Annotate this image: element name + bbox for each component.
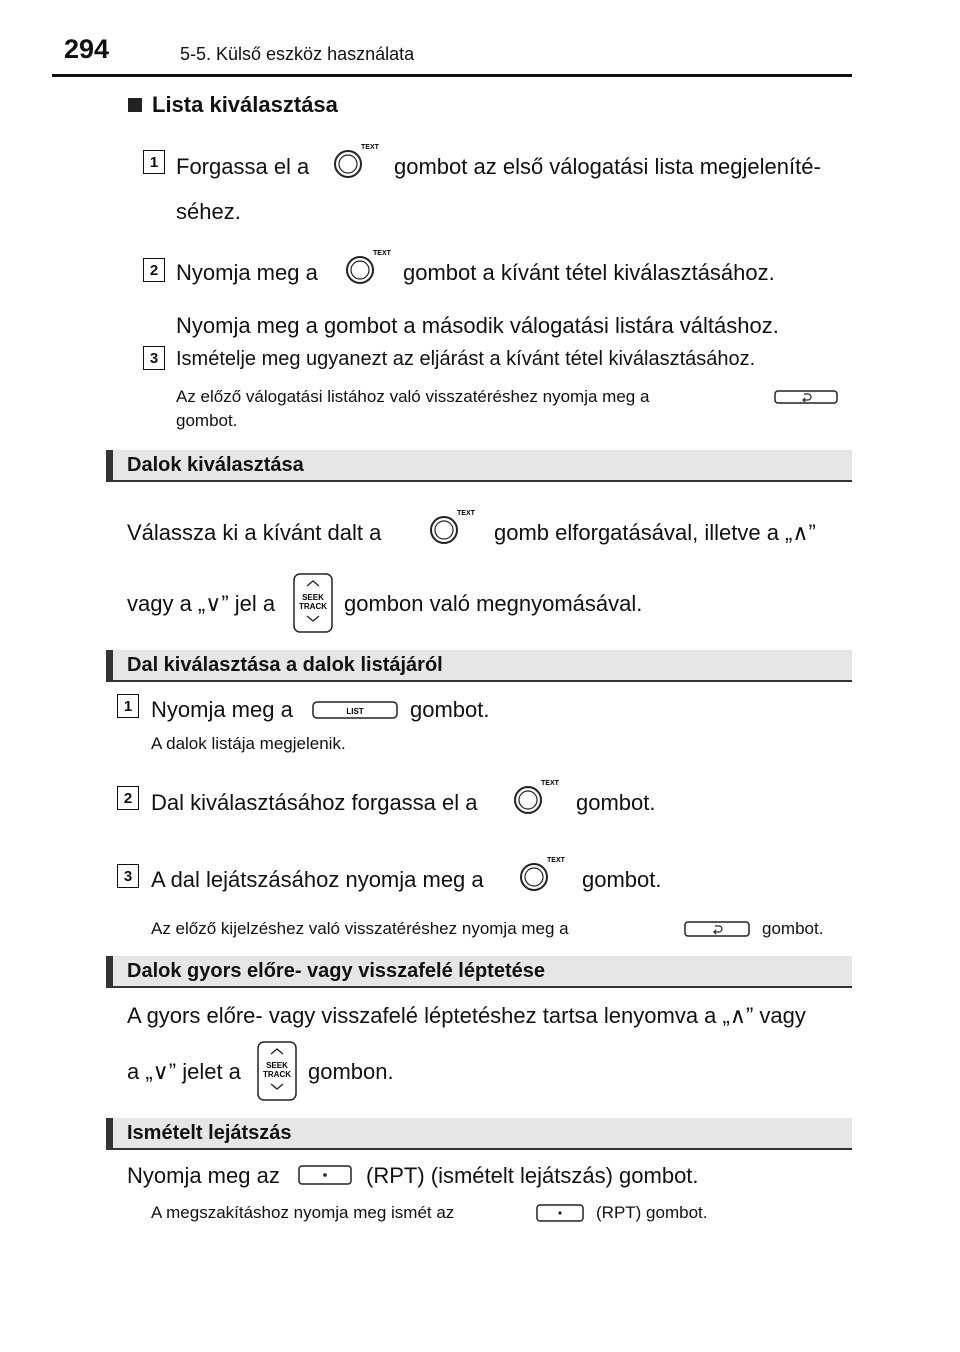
ismetelt-line1-a: Nyomja meg az (127, 1163, 280, 1188)
step-number-2: 2 (117, 786, 139, 810)
step-number-3: 3 (143, 346, 165, 370)
back-button-icon (684, 919, 750, 944)
lista-dal-step3-a: A dal lejátszásához nyomja meg a (151, 867, 484, 892)
track-label: TRACK (299, 602, 327, 611)
lista-dal-step2-a: Dal kiválasztásához forgassa el a (151, 790, 478, 815)
seek-label: SEEK (302, 593, 324, 602)
text-knob-label: TEXT (547, 857, 565, 864)
back-button-icon (774, 388, 838, 411)
gyors-line2-b: gombon. (308, 1059, 394, 1084)
lista-dal-step3-b: gombot. (582, 867, 662, 892)
lista-step1-text-b: gombot az első válogatási lista megjeleníté- (394, 154, 821, 179)
lista-heading (128, 92, 338, 118)
list-button-icon (312, 699, 398, 726)
step-number-1: 1 (143, 150, 165, 174)
section-title-dalok: Dalok kiválasztása (127, 454, 304, 476)
dalok-line2-b: gombon való megnyomásával. (344, 591, 643, 616)
section-title-lista-dal: Dal kiválasztása a dalok listájáról (127, 654, 443, 676)
step-number-3: 3 (117, 864, 139, 888)
section-title-gyors: Dalok gyors előre- vagy visszafelé léptetése (127, 960, 545, 982)
section-bar-dalok (106, 450, 852, 482)
text-knob-icon (514, 853, 565, 896)
text-knob-label: TEXT (541, 780, 559, 787)
page-number: 294 (64, 34, 110, 64)
section-title-ismetelt: Ismételt lejátszás (127, 1122, 292, 1144)
text-knob-icon (340, 246, 391, 289)
list-label: LIST (346, 707, 364, 716)
text-knob-label: TEXT (373, 250, 391, 257)
lista-dal-step1-sub: A dalok listája megjelenik. (151, 734, 346, 753)
step-number-2: 2 (143, 258, 165, 282)
lista-note-text-b: gombot. (176, 411, 238, 430)
ismetelt-line2-a: A megszakításhoz nyomja meg ismét az (151, 1203, 455, 1222)
track-label: TRACK (263, 1070, 291, 1079)
lista-note-text-a: Az előző válogatási listához való visszatéréshez nyomja meg a (176, 387, 650, 406)
dalok-line2-a: vagy a „∨” jel a (127, 591, 276, 616)
lista-step2-text-b: gombot a kívánt tétel kiválasztásához. (403, 260, 775, 285)
rpt-button-icon (536, 1202, 584, 1229)
step-number-1: 1 (117, 694, 139, 718)
lista-heading-text: Lista kiválasztása (152, 92, 338, 117)
lista-dal-step1-a: Nyomja meg a (151, 697, 293, 722)
seek-track-button-icon (256, 1040, 298, 1107)
lista-dal-note-b: gombot. (762, 919, 824, 938)
ismetelt-line1-b: (RPT) (ismételt lejátszás) gombot. (366, 1163, 699, 1188)
rpt-button-icon (298, 1163, 352, 1192)
lista-dal-step2-b: gombot. (576, 790, 656, 815)
square-bullet-icon (128, 98, 142, 112)
gyors-line2-a: a „∨” jelet a (127, 1059, 241, 1084)
section-bar-gyors (106, 956, 852, 988)
text-knob-label: TEXT (457, 510, 475, 517)
dalok-line1-a: Válassza ki a kívánt dalt a (127, 520, 382, 545)
lista-step3-text: Ismételje meg ugyanezt az eljárást a kívánt tétel kiválasztásához. (176, 348, 756, 370)
gyors-line1: A gyors előre- vagy visszafelé léptetéshez tartsa lenyomva a „∧” vagy (127, 1003, 806, 1028)
header-rule (52, 74, 852, 77)
section-bar-ismetelt (106, 1118, 852, 1150)
text-knob-icon (328, 140, 379, 183)
seek-track-button-icon (292, 572, 334, 639)
section-bar-lista-dal (106, 650, 852, 682)
lista-dal-step1-b: gombot. (410, 697, 490, 722)
lista-step2-text-a: Nyomja meg a (176, 260, 318, 285)
section-title: 5-5. Külső eszköz használata (180, 44, 415, 64)
seek-label: SEEK (266, 1061, 288, 1070)
lista-step1-text-c: séhez. (176, 199, 241, 224)
lista-step1-text-a: Forgassa el a (176, 154, 310, 179)
lista-step2-text-c: Nyomja meg a gombot a második válogatási listára váltáshoz. (176, 313, 779, 338)
dalok-line1-b: gomb elforgatásával, illetve a „∧” (494, 520, 816, 545)
lista-dal-note-a: Az előző kijelzéshez való visszatéréshez nyomja meg a (151, 919, 569, 938)
text-knob-label: TEXT (361, 144, 379, 151)
text-knob-icon (508, 776, 559, 819)
text-knob-icon (424, 506, 475, 549)
ismetelt-line2-b: (RPT) gombot. (596, 1203, 708, 1222)
